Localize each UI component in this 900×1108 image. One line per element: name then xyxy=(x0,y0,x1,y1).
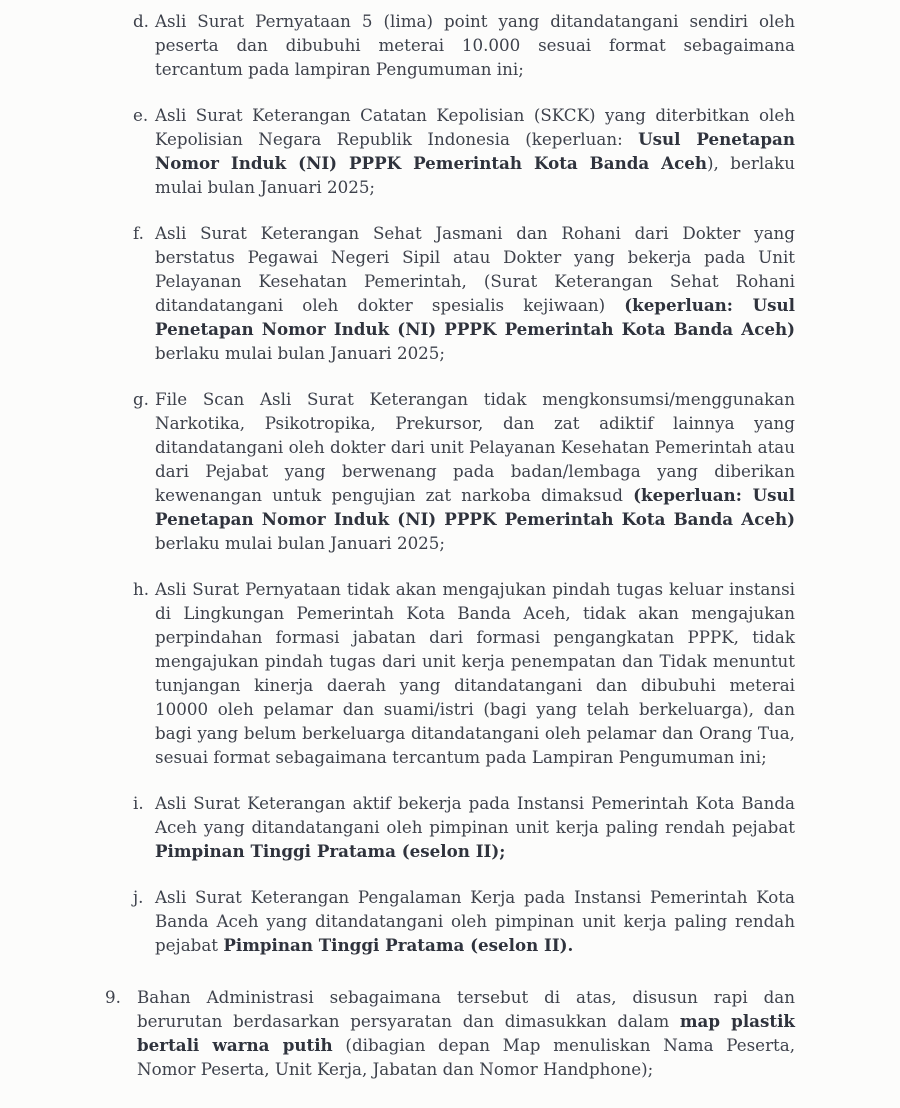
list-item xyxy=(133,103,795,199)
list-item xyxy=(105,985,795,1081)
text-run: Asli Surat Keterangan Pengalaman Kerja pada Instansi Pemerintah Kota Banda Aceh yang ditandatangani oleh pimpinan unit kerja paling rendah pejabat xyxy=(155,887,795,955)
text-run: berlaku mulai bulan Januari 2025; xyxy=(155,533,446,553)
text-run: ), berlaku mulai bulan Januari 2025; xyxy=(155,153,795,197)
document-body xyxy=(0,9,900,1081)
text-run: File Scan Asli Surat Keterangan tidak mengkonsumsi/menggunakan Narkotika, Psikotropika, Prekursor, dan zat adiktif lainnya yang ditandatangani oleh dokter dari unit Pelayanan Kesehatan Pemerintah atau dari Pejabat yang berwenang pada badan/lembaga yang diberikan kewenangan untuk pengujian zat narkoba dimaksud xyxy=(155,389,795,505)
bold-text-run: Pimpinan Tinggi Pratama (eselon II). xyxy=(223,935,574,955)
item-marker: 9. xyxy=(105,987,121,1007)
item-text xyxy=(155,221,795,365)
item-text xyxy=(155,9,795,81)
list-item xyxy=(133,577,795,769)
list-item xyxy=(133,387,795,555)
item-text xyxy=(155,791,795,863)
item-marker: g. xyxy=(133,389,149,409)
bold-text-run: Usul Penetapan Nomor Induk (NI) PPPK Pemerintah Kota Banda Aceh xyxy=(155,129,795,173)
text-run: Asli Surat Keterangan Catatan Kepolisian (SKCK) yang diterbitkan oleh Kepolisian Negara Republik Indonesia (keperluan: xyxy=(155,105,795,149)
text-run: Asli Surat Pernyataan tidak akan mengajukan pindah tugas keluar instansi di Lingkungan Pemerintah Kota Banda Aceh, tidak akan mengajukan perpindahan formasi jabatan dari formasi pengangkatan PPPK, tidak mengajukan pindah tugas dari unit kerja penempatan dan Tidak menuntut tunjangan kinerja daerah yang ditandatangani dan dibubuhi meterai 10000 oleh pelamar dan suami/istri (bagi yang telah berkeluarga), dan bagi yang belum berkeluarga ditandatangani oleh pelamar dan Orang Tua, sesuai format sebagaimana tercantum pada Lampiran Pengumuman ini; xyxy=(155,579,795,767)
bold-text-run: (keperluan: Usul Penetapan Nomor Induk (NI) PPPK Pemerintah Kota Banda Aceh) xyxy=(155,295,795,339)
item-marker: j. xyxy=(133,887,144,907)
item-text xyxy=(155,577,795,769)
text-run: Asli Surat Keterangan Sehat Jasmani dan Rohani dari Dokter yang berstatus Pegawai Negeri Sipil atau Dokter yang bekerja pada Unit Pelayanan Kesehatan Pemerintah, (Surat Keterangan Sehat Rohani ditandatangani oleh dokter spesialis kejiwaan) xyxy=(155,223,795,315)
text-run: berlaku mulai bulan Januari 2025; xyxy=(155,343,446,363)
item-marker: i. xyxy=(133,793,144,813)
bold-text-run: (keperluan: Usul Penetapan Nomor Induk (NI) PPPK Pemerintah Kota Banda Aceh) xyxy=(155,485,796,529)
item-text xyxy=(155,103,795,199)
list-item xyxy=(133,9,795,81)
item-marker: d. xyxy=(133,11,149,31)
item-text xyxy=(155,885,795,957)
text-run: Asli Surat Keterangan aktif bekerja pada Instansi Pemerintah Kota Banda Aceh yang ditandatangani oleh pimpinan unit kerja paling rendah pejabat xyxy=(155,793,795,837)
item-text xyxy=(137,985,795,1081)
item-marker: h. xyxy=(133,579,150,599)
list-item xyxy=(133,885,795,957)
item-marker: f. xyxy=(133,223,144,243)
item-marker: e. xyxy=(133,105,149,125)
bold-text-run: Pimpinan Tinggi Pratama (eselon II); xyxy=(155,841,506,861)
bold-text-run: map plastik bertali warna putih xyxy=(137,1011,795,1055)
list-item xyxy=(133,791,795,863)
item-text xyxy=(155,387,795,555)
list-item xyxy=(133,221,795,365)
text-run: Asli Surat Pernyataan 5 (lima) point yang ditandatangani sendiri oleh peserta dan dibubuhi meterai 10.000 sesuai format sebagaimana tercantum pada lampiran Pengumuman ini; xyxy=(155,11,795,79)
text-run: (dibagian depan Map menuliskan Nama Peserta, Nomor Peserta, Unit Kerja, Jabatan dan Nomor Handphone); xyxy=(137,1035,795,1079)
text-run: Bahan Administrasi sebagaimana tersebut di atas, disusun rapi dan berurutan berdasarkan persyaratan dan dimasukkan dalam xyxy=(137,987,795,1031)
